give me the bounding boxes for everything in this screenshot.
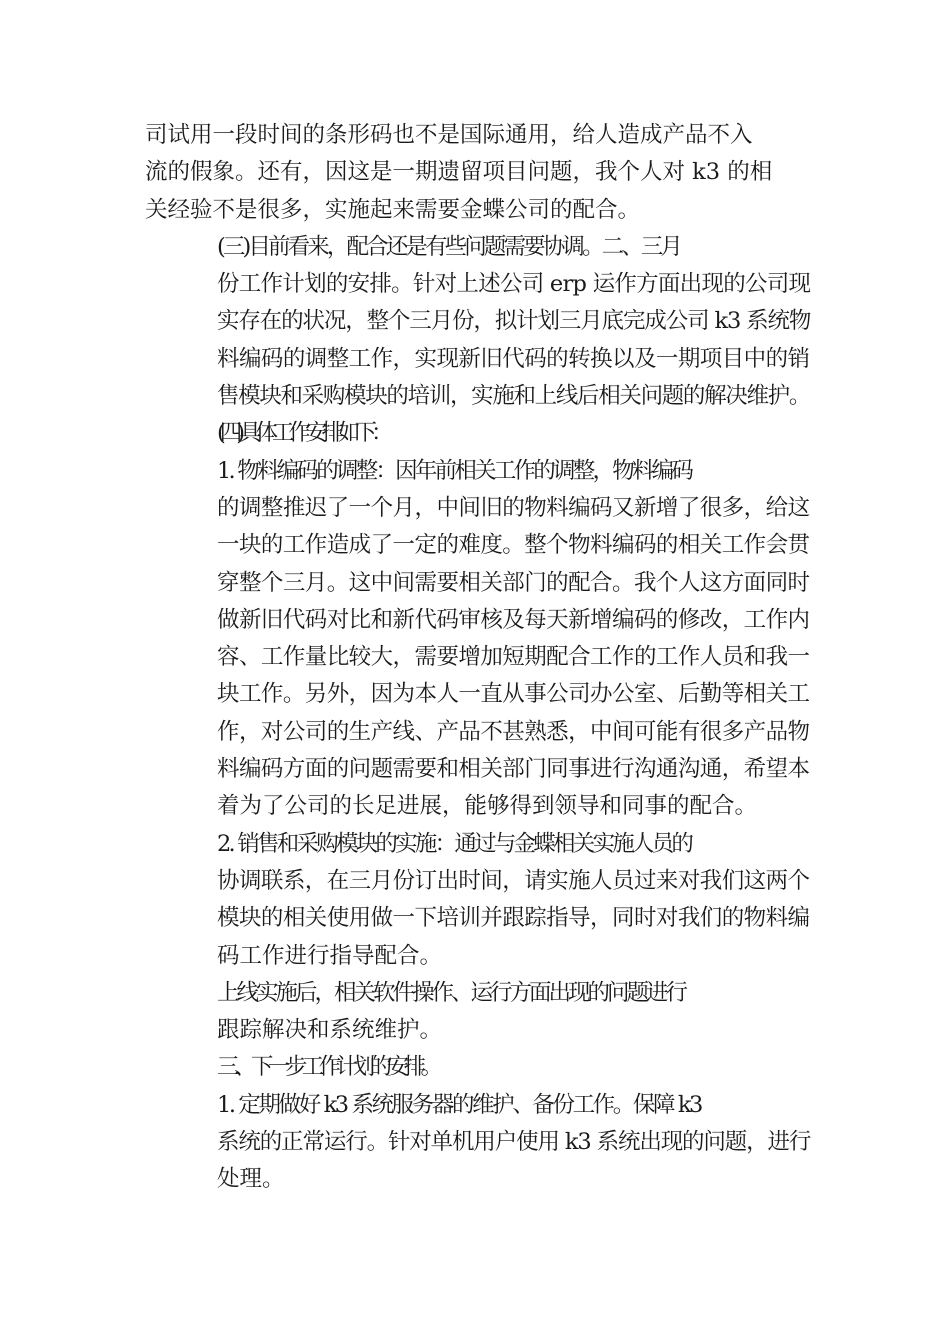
text-line: 协调联系，在三月份订出时间，请实施人员过来对我们这两个: [217, 867, 810, 894]
text-line: 着为了公司的长足进展，能够得到领导和同事的配合。: [217, 793, 758, 820]
text-line: 处理。: [217, 1166, 285, 1193]
text-line: 的调整推迟了一个月，中间旧的物料编码又新增了很多，给这: [217, 494, 810, 521]
paragraph: [145, 453, 810, 826]
text-line: 跟踪解决和系统维护。: [217, 1017, 443, 1044]
paragraph: [145, 1049, 810, 1086]
text-line: (三)目前看来，配合还是有些问题需要协调。二、三月: [217, 233, 681, 260]
text-line: 作，对公司的生产线、产品不甚熟悉，中间可能有很多产品物: [217, 718, 810, 745]
text-line: 做新旧代码对比和新代码审核及每天新增编码的修改，工作内: [217, 606, 810, 633]
paragraph: [145, 415, 810, 452]
paragraph: [145, 1087, 810, 1199]
text-line: 块工作。另外，因为本人一直从事公司办公室、后勤等相关工: [217, 681, 810, 708]
text-line: 司试用一段时间的条形码也不是国际通用，给人造成产品不入: [145, 122, 753, 148]
text-line: 一块的工作造成了一定的难度。整个物料编码的相关工作会贯: [217, 532, 810, 559]
text-line: 2. 销售和采购模块的实施：通过与金蝶相关实施人员的: [217, 830, 692, 857]
text-line: 码工作进行指导配合。: [217, 942, 443, 969]
text-line: 三、下一步工作计划的安排。: [217, 1054, 438, 1081]
text-line: 关经验不是很多，实施起来需要金蝶公司的配合。: [145, 196, 641, 223]
text-line: 售模块和采购模块的培训，实施和上线后相关问题的解决维护。: [217, 383, 811, 410]
text-line: 流的假象。还有，因这是一期遗留项目问题，我个人对 k3 的相: [145, 159, 773, 186]
text-line: 1. 定期做好 k3 系统服务器的维护、备份工作。保障 k3: [217, 1091, 701, 1118]
text-line: 穿整个三月。这中间需要相关部门的配合。我个人这方面同时: [217, 569, 810, 596]
document-body: [145, 117, 810, 1199]
text-line: 容、工作量比较大，需要增加短期配合工作的工作人员和我一: [217, 644, 810, 671]
text-line: 模块的相关使用做一下培训并跟踪指导，同时对我们的物料编: [217, 905, 810, 932]
paragraph: [145, 975, 810, 1050]
text-line: 系统的正常运行。针对单机用户使用 k3 系统出现的问题，进行: [217, 1129, 811, 1156]
text-line: 份工作计划的安排。针对上述公司 erp 运作方面出现的公司现: [217, 271, 811, 298]
paragraph: [145, 117, 810, 229]
text-line: 上线实施后，相关软件操作、运行方面出现的问题进行: [217, 979, 686, 1006]
paragraph: [145, 229, 810, 415]
paragraph: [145, 826, 810, 975]
text-line: 料编码方面的问题需要和相关部门同事进行沟通沟通，希望本: [217, 756, 810, 783]
text-line: 1. 物料编码的调整：因年前相关工作的调整，物料编码: [217, 457, 692, 484]
text-line: 实存在的状况，整个三月份，拟计划三月底完成公司 k3 系统物: [217, 308, 811, 335]
text-line: 料编码的调整工作，实现新旧代码的转换以及一期项目中的销: [217, 345, 810, 372]
text-line: (四)具体工作安排如下：: [217, 420, 388, 447]
